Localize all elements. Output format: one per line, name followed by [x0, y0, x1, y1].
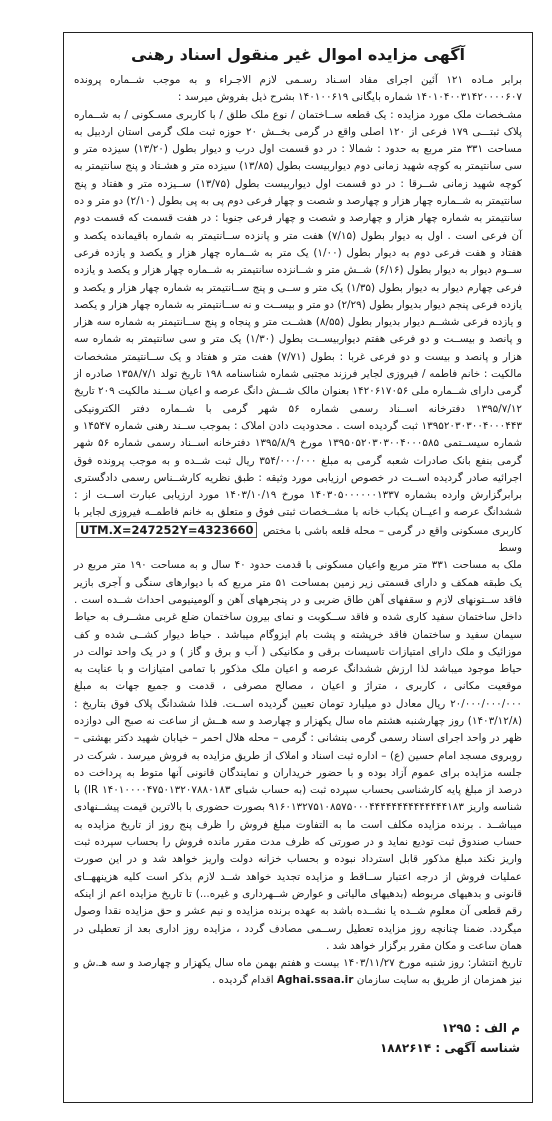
utm-coordinates: UTM.X=247252Y=4323660	[76, 522, 257, 538]
utm-suffix: وسط	[498, 542, 522, 555]
property-description	[70, 107, 523, 558]
intro-paragraph: برابر مـاده ۱۲۱ آئین اجرای مفاد اسـناد رسـمی لازم الاجـراء و به موجب شــماره پرونده ۱۴۰۱۰۴۰۰۳۱۴۲۰۰۰۰۶۰۷ شماره بایگانی ۱۴۰۱۰۰۶۱۹ بشرح ذیل بفروش میرسد :	[70, 74, 523, 104]
notice-title: آگهی مزایده اموال غیر منقول اسناد رهنی	[130, 45, 466, 64]
reference-code: م الف : ۱۲۹۵	[441, 1021, 520, 1035]
publication-date	[70, 955, 522, 990]
website-link[interactable]: Aghai.ssaa.ir	[276, 974, 354, 987]
auction-terms: ملک به مساحت ۳۳۱ متر مربع واعیان مسکونی با قدمت حدود ۴۰ سال و به مساحت ۱۹۰ متر مربع در یک طبقه همکف و دارای قسمتی زیر زمین بمساحت ۵۱ متر مربع که با دیوارهای سنگی و آجری بازیر فاقد ســتونهای لازم و سقفهای آهن طاق ضربی و در پنجرههای آهن و آلومینیومی احداث شــده است . داخل ساختمان سفید کاری شده و فاقد ســکوبت و نمای بیرون ساختمان ضلع غربی مشــرف به حیاط سیمان سفید و ساختمان فاقد خرپشته و پشت بام ایزوگام میباشد . حیاط دیوار کشــی شده و کف موزائیک و ملک دارای امتیازات تاسیسات برقی و مکانیکی ( آب و برق و گاز ) و در یک واحد توالت در حیاط موجود میباشد لذا ارزش ششدانگ عرصه و اعیان ملک مذکور با تمامی امتیازات و با عنایت به موقعیت مکانی ، کاربری ، متراژ و اعیان ، مصالح مصرفی ، قدمت و جمیع جهات به مبلغ ۲۰/۰۰۰/۰۰۰/۰۰۰ ریال معادل دو میلیارد تومان تعیین گردیده اســت. فلذا ششدانگ پلاک فوق بتاریخ : (۱۴۰۳/۱۲/۸) روز چهارشنبه هشتم ماه سال یکهزار و چهارصد و سه هــش از ساعت نه صبح الی دوازده ظهر در واحد اجرای اسناد رسمی گرمی بنشانی : گرمی – محله هلال احمر – خیابان شهید دکتر بهشتی – روبروی مسجد امام حسین (ع) – اداره ثبت اسناد و املاک از طریق مزایده به فروش میرسد . شرکت در جلسه مزایده برای عموم آزاد بوده و با حضور خریداران و نمایندگان قانونی آنها متوط به پرداخت ده درصد از مبلغ پایه کارشناسی بحساب سپرده ثبت (به حساب شبای ۱۴۰۱۰۰۰۰۴۷۵۰۱۳۲۰۷۸۸۰۱۸۳ IR) با شناسه واریز ۹۱۶۰۱۳۲۷۵۱۰۸۵۷۵۰۰۰۴۴۴۴۴۴۴۴۴۴۴۴۴۴۱۸۳ بصورت حضوری با بالاترین قیمت پیشــنهادی میباشــد . برنده مزایده مکلف است ما به التفاوت مبلغ فروش را ظرف پنج روز از تاریخ مزایده به حساب صندوق ثبت تودیع نماید و در صورتی که ظرف مدت مقرر مانده فروش را بحساب سپرده ثبت واریز نکند مبلغ مذکور قابل استرداد نبوده و بحساب خزانه دولت واریز خواهد شد و در این صورت عملیات فروش از درجه اعتبار ســاقط و مزایده تجدید خواهد شــد لازم بذکر است کلیه هزینههــای قانونی و بدهیهای مربوطه (بدهیهای مالیاتی و عوارض شــهرداری و غیره...) تا تاریخ مزایده اعم از اینکه رقم قطعی آن معلوم شــده یا نشــده باشد به عهده برنده مزایده و نیم عشر و حق مزایده نقدا وصول میگردد. ضمنا چنانچه روز مزایده تعطیل رســمی مصادف گردد ، مزایده روز اداری بعد از تعطیلی در همان ساعت و مکان مقرر برگزار خواهد شد .	[70, 559, 522, 952]
notice-body	[70, 72, 523, 990]
ad-identifier: شناسه آگهی : ۱۸۸۲۶۱۴	[379, 1041, 520, 1055]
site-suffix: اقدام گردیده .	[211, 974, 274, 987]
property-description-text: مشـخصات ملک مورد مزایده : یک قطعه ســاختمان / نوع ملک طلق / با کاربری مسـکونی / به شــماره پلاک ثبتـــی ۱۷۹ فرعی از ۱۲۰ اصلی واقع در گرمی بخــش ۲۰ حوزه ثبت ملک گرمی استان اردبیل به مساحت ۳۳۱ متر مربع به حدود : شمالا : در دو قسمت اول درب و دیوار بطول (۱۳/۲۰) سیزده متر و سی سانتیمتر به کوچه شهید زمانی دوم دیواربیست بطول (۱۳/۸۵) سیزده متر و هشـتاد و پنج سانتیمتر به کوچه شهید زمانی شــرقا : در دو قسمت اول دیواربیست بطول (۱۳/۷۵) ســیزده متر و هفتاد و پنج سانتیمتر به شــماره چهار هزار و چهارصد و شصت و چهار فرعی دوم پی به پی بطول (۲/۱۰) دو متر و ده سانتیمتر به شماره چهار هزار و چهارصد و شصت و چهار فرعی جنوبا : در هفت قسمت که قسمت دوم آن فرعی است . اول به دیوار بطول (۷/۱۵) هفت متر و پانزده ســانتیمتر به شماره باقیمانده یکصد و هفتاد و هفت فرعی دوم به دیوار بطول (۱/۰۰) یک متر به شــماره چهار هزار و یکصد و یازده فرعی ســوم دیوار به دیوار بطول (۶/۱۶) شــش متر و شــانزده سانتیمتر به شــماره چهار هزار و یکصد و یازده فرعی چهارم دیوار به دیوار بطول (۱/۳۵) یک متر و ســی و پنج ســانتیمتر به شماره چهار هزار و یکصد و یازده فرعی پنجم دیوار بدیوار بطول (۲/۲۹) دو متر و بیســت و نه ســانتیمتر به شماره چهار هزار و یکصد و یازده فرعی ششــم دیوار بدیوار بطول (۸/۵۵) هشــت متر و پنجاه و پنج ســانتیمتر به شماره سه هزار و پانصد و بیســت و دو فرعی هفتم دیواربیســت بطول (۱/۳۰) یک متر و سی سانتیمتر به شماره سه هزار و پانصد و بیست و دو فرعی غربا : بطول (۷/۷۱) هفت متر و هفتاد و یک ســانتیمتر مشخصات مالکیت : خانم فاطمه / فیروزی لجایر فرزند مجتبی شماره شناسنامه ۱۹۸ تاریخ تولد ۱۳۵۸/۷/۱ صادره از گرمی دارای شــماره ملی ۱۴۲۰۶۱۷۰۵۶ بعنوان مالک شــش دانگ عرصه و اعیان ســند مالکیت ۲۰۹ تاریخ ۱۳۹۵/۷/۱۲ دفترخانه اســناد رسمی شماره ۵۶ شهر گرمی با شــماره دفتر الکترونیکی ۱۳۹۵۲۰۳۰۳۰۰۴۰۰۰۴۴۳ ثبت گردیده است . محدودیت دادن املاک : بموجب ســند رهنی شماره ۱۴۵۴۷ و شماره سیســتمی ۱۳۹۵۰۵۲۰۳۰۳۰۰۴۰۰۰۵۸۵ مورخ ۱۳۹۵/۸/۹ دفترخانه اســناد رسمی شماره ۵۶ شهر گرمی بنفع بانک صادرات شعبه گرمی به مبلغ ۳۵۴/۰۰۰/۰۰۰ ریال ثبت شــده و به موجب پرونده فوق اجرائیه صادر گردیده اســت در خصوص ارزیابی مورد وثیقه : طبق نظریه کارشــناس رسمی دادگستری برابرگزارش وارده بشماره ۱۴۰۳۰۵۰۰۰۰۰۰۱۳۳۷ مورخ ۱۴۰۳/۱۰/۱۹ مورد ارزیابی عبارت اســت از : ششدانگ عرصه و اعیــان یکباب خانه با مشــخصات ثبتی فوق و متعلق به خانم فاطمــه فیروزی لجایر با کاربری مسکونی واقع در گرمی – محله قلعه باشی با مختص	[70, 108, 523, 537]
publication-text: تاریخ انتشار: روز شنبه مورخ ۱۴۰۳/۱۱/۲۷ بیست و هفتم بهمن ماه سال یکهزار و چهارصد و سه هـ.ش و نیز همزمان از طریق به سایت سازمان	[70, 957, 522, 987]
notice-box	[63, 32, 533, 1103]
notice-footer	[380, 1018, 520, 1058]
